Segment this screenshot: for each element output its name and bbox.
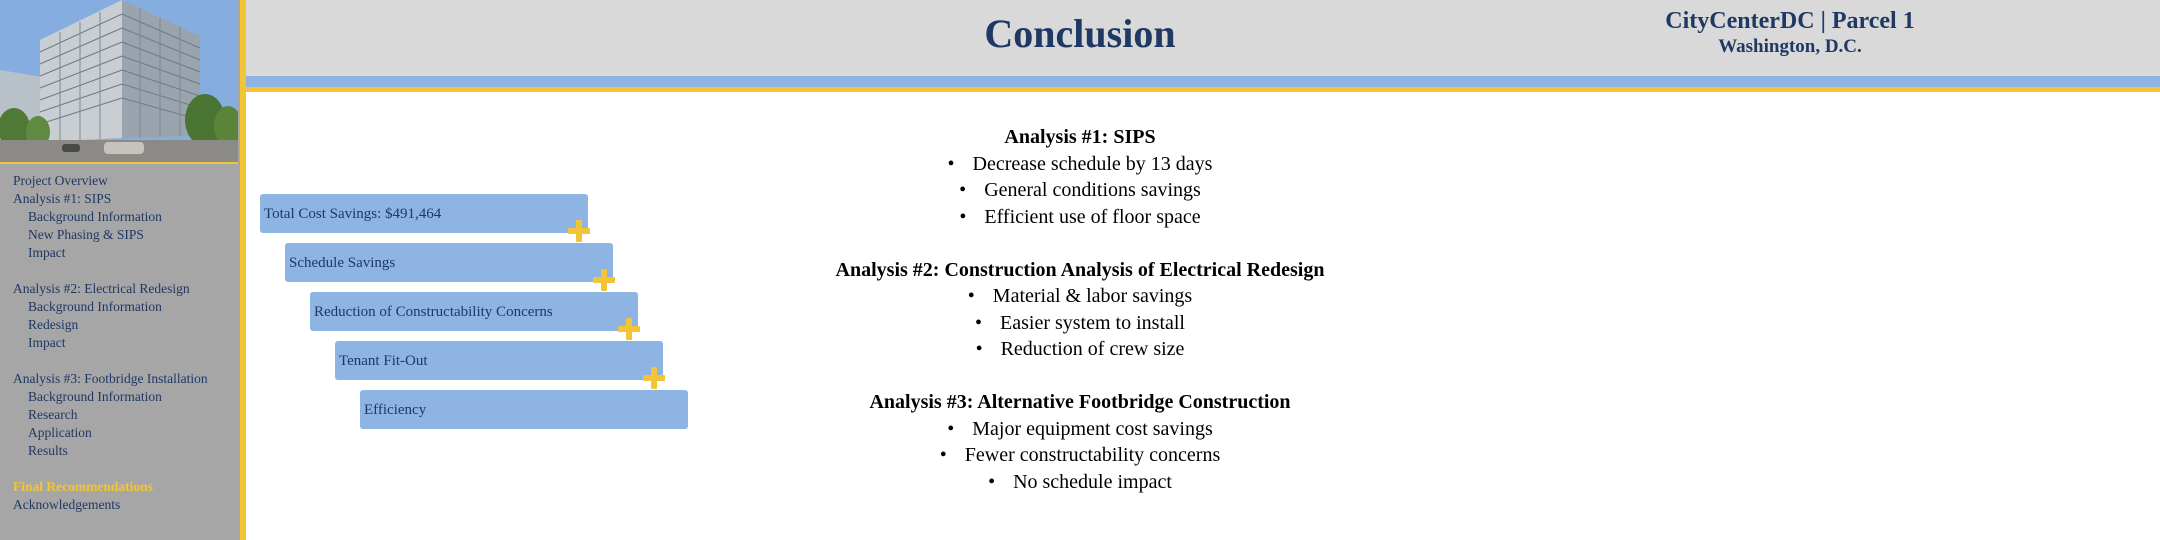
- diagram-step: [335, 341, 663, 380]
- nav-item-active[interactable]: Final Recommendations: [13, 479, 153, 494]
- bullet-item: [700, 151, 1460, 178]
- bullet-text: Decrease schedule by 13 days: [972, 152, 1213, 175]
- diagram-step-label: Schedule Savings: [289, 254, 396, 271]
- diagram-step-label: Total Cost Savings: $491,464: [264, 205, 442, 222]
- bullet-item: [700, 336, 1460, 363]
- diagram-step: [285, 243, 613, 282]
- nav-subitem[interactable]: Background Information: [28, 209, 162, 224]
- plus-icon: [593, 269, 615, 291]
- bullet-item: [700, 310, 1460, 337]
- nav-item[interactable]: Analysis #3: Footbridge Installation: [13, 371, 208, 386]
- bullet-text: Easier system to install: [1000, 311, 1185, 334]
- plus-icon: [643, 367, 665, 389]
- diagram-step: [260, 194, 588, 233]
- nav-subitem[interactable]: Impact: [28, 335, 66, 350]
- sidebar-nav: [13, 172, 238, 514]
- bullet-icon: •: [988, 470, 996, 493]
- nav-subitem[interactable]: Impact: [28, 245, 66, 260]
- bullet-icon: •: [959, 205, 967, 228]
- plus-icon: [568, 220, 590, 242]
- bullet-text: No schedule impact: [1013, 470, 1172, 493]
- nav-subitem[interactable]: Research: [28, 407, 78, 422]
- page-title: Conclusion: [984, 11, 1176, 56]
- nav-item[interactable]: Acknowledgements: [13, 497, 121, 512]
- bullet-item: [700, 177, 1460, 204]
- header-rule: [246, 87, 2160, 92]
- bullet-icon: •: [939, 444, 947, 466]
- nav-subitem[interactable]: Results: [28, 443, 68, 458]
- bullet-icon: •: [947, 152, 955, 175]
- bullet-icon: •: [947, 417, 955, 440]
- nav-subitem[interactable]: Background Information: [28, 389, 162, 404]
- bullet-item: [700, 283, 1460, 310]
- nav-item[interactable]: Project Overview: [13, 173, 108, 188]
- sidebar: [0, 0, 240, 540]
- plus-icon: [618, 318, 640, 340]
- diagram-step-label: Tenant Fit-Out: [339, 352, 428, 369]
- nav-spacer: [13, 262, 238, 280]
- diagram-step: [310, 292, 638, 331]
- project-location: Washington, D.C.: [1718, 36, 1862, 57]
- conclusion-section: [700, 257, 1460, 363]
- diagram-step: [360, 390, 688, 429]
- nav-subitem[interactable]: Redesign: [28, 317, 79, 332]
- bullet-item: [700, 204, 1460, 231]
- bullet-text: Major equipment cost savings: [972, 417, 1213, 440]
- nav-spacer: [13, 352, 238, 370]
- nav-spacer: [13, 460, 238, 478]
- section-heading: Analysis #1: SIPS: [1004, 126, 1156, 148]
- bullet-icon: •: [959, 179, 967, 201]
- bullet-text: Fewer constructability concerns: [964, 444, 1221, 466]
- project-name: CityCenterDC | Parcel 1: [1665, 8, 1915, 34]
- bullet-item: [700, 469, 1460, 496]
- bullet-icon: •: [975, 338, 983, 360]
- section-heading: Analysis #2: Construction Analysis of Electrical Redesign: [835, 258, 1325, 281]
- conclusions: [700, 124, 1460, 522]
- nav-subitem[interactable]: Application: [28, 425, 92, 440]
- bullet-item: [700, 416, 1460, 443]
- header-band: [246, 76, 2160, 87]
- bullet-text: General conditions savings: [984, 179, 1201, 201]
- bullet-item: [700, 442, 1460, 469]
- diagram-step-label: Reduction of Constructability Concerns: [314, 303, 553, 320]
- nav-subitem[interactable]: New Phasing & SIPS: [28, 227, 144, 242]
- diagram-step-label: Efficiency: [364, 401, 427, 418]
- bullet-text: Reduction of crew size: [1000, 338, 1185, 360]
- nav-subitem[interactable]: Background Information: [28, 299, 162, 314]
- building-photo: [0, 0, 238, 164]
- bullet-text: Efficient use of floor space: [984, 205, 1201, 228]
- conclusion-section: [700, 124, 1460, 230]
- nav-item[interactable]: Analysis #1: SIPS: [13, 191, 112, 206]
- section-heading: Analysis #3: Alternative Footbridge Construction: [869, 391, 1291, 413]
- bullet-icon: •: [967, 285, 975, 307]
- nav-item[interactable]: Analysis #2: Electrical Redesign: [13, 281, 190, 296]
- conclusion-section: [700, 389, 1460, 495]
- bullet-text: Material & labor savings: [992, 285, 1193, 307]
- bullet-icon: •: [975, 311, 983, 334]
